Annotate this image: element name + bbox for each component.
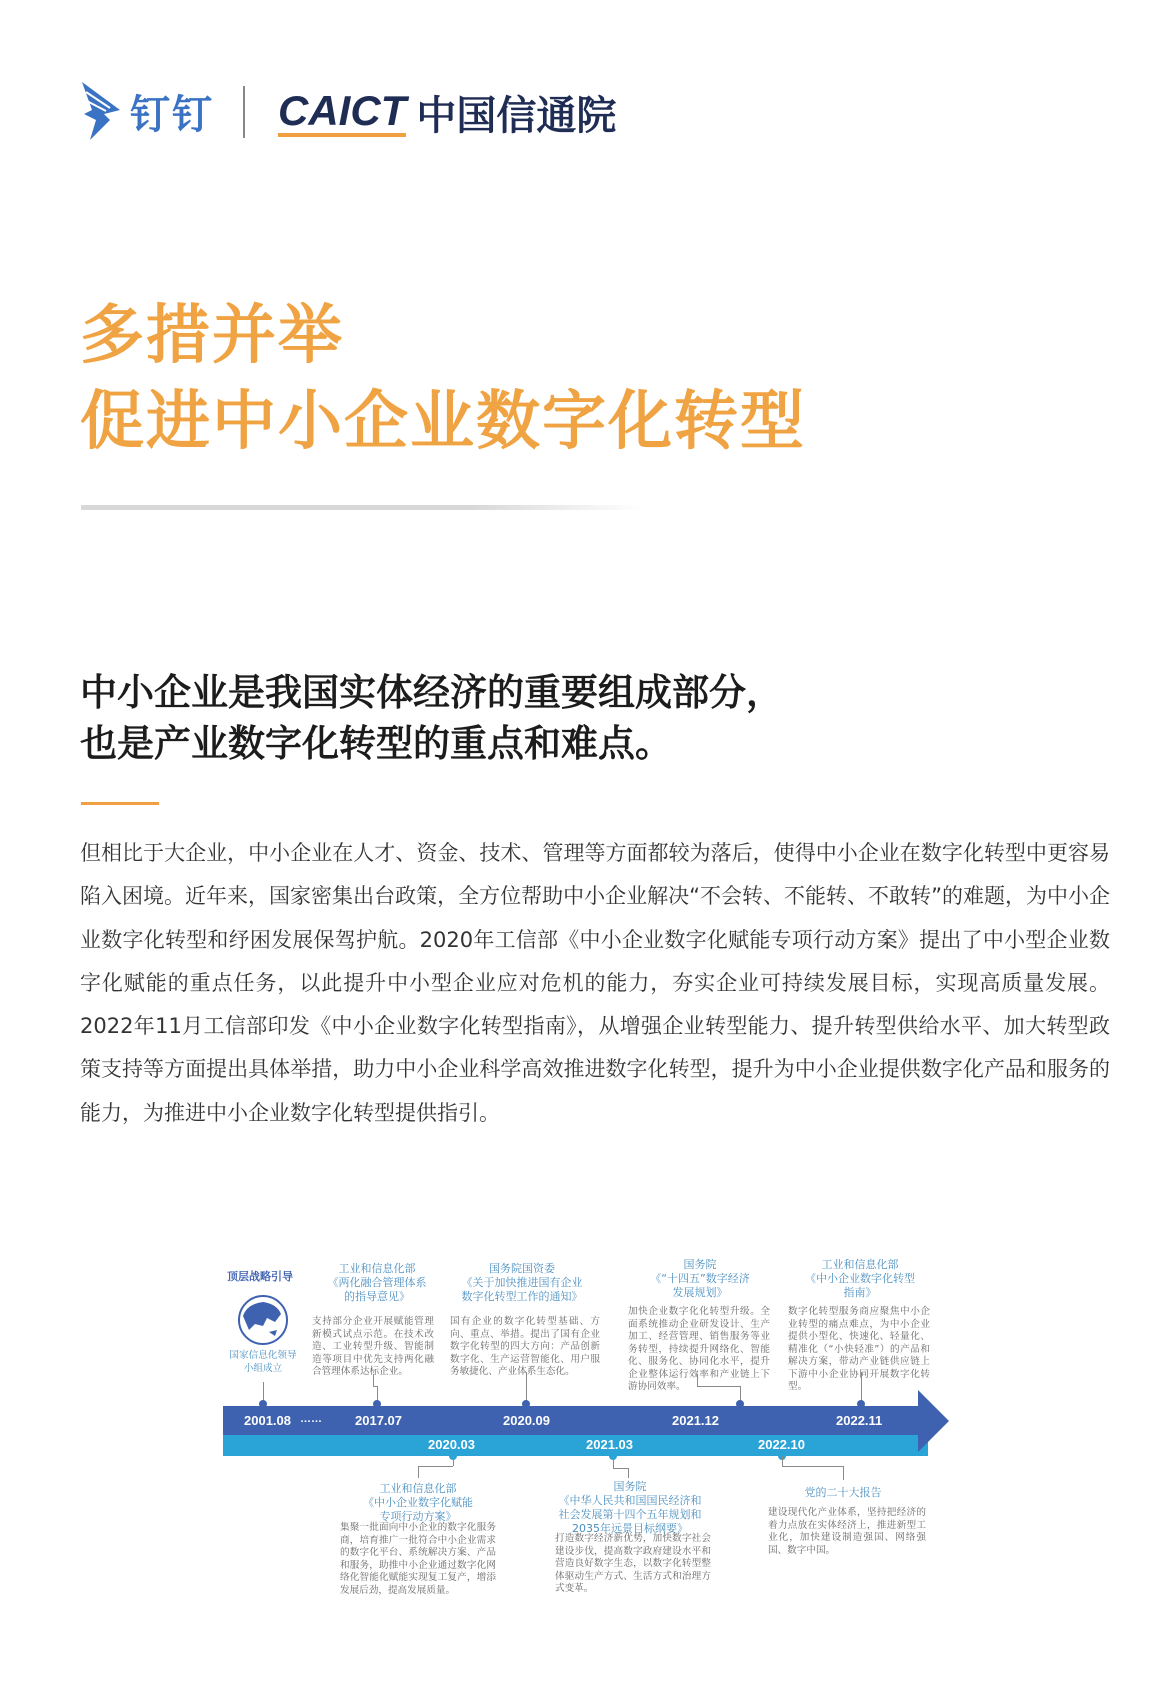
timeline-policy-desc: 数字化转型服务商应聚焦中小企业转型的痛点难点，为中小企业提供小型化、快速化、轻量化、精准化（“小快轻准”）的产品和解决方案，带动产业链供应链上下游中小企业协同开展数字化转型。 — [788, 1306, 930, 1392]
timeline-policy-desc: 国有企业的数字化转型基础、方向、重点、举措。提出了国有企业数字化转型的四大方向：产品创新数字化、生产运营智能化、用户服务敏捷化、产业体系生态化。 — [450, 1316, 600, 1377]
timeline-date: 2017.07 — [355, 1413, 402, 1428]
timeline-connector — [526, 1372, 527, 1402]
timeline-date: 2021.12 — [672, 1413, 719, 1428]
timeline-date: 2020.09 — [503, 1413, 550, 1428]
timeline-date: 2020.03 — [428, 1437, 475, 1452]
caict-logo — [278, 84, 616, 141]
page-title-line1: 多措并举 — [80, 299, 344, 373]
dingtalk-wordmark: 钉钉 — [130, 91, 214, 138]
timeline-policy-title: 工业和信息化部 《中小企业数字化转型 指南》 — [805, 1258, 915, 1299]
timeline-connector — [613, 1468, 628, 1469]
timeline-policy-title: 国务院 《“十四五”数字经济 发展规划》 — [650, 1258, 750, 1299]
accent-divider — [81, 802, 159, 805]
timeline-policy-title: 国务院国资委 《关于加快推进国有企业 数字化转型工作的通知》 — [461, 1262, 583, 1303]
timeline-arrow-icon — [918, 1390, 950, 1452]
timeline-connector — [418, 1466, 453, 1467]
timeline-connector — [453, 1456, 454, 1466]
timeline-node — [736, 1400, 744, 1408]
page-title-line2: 促进中小企业数字化转型 — [80, 385, 806, 459]
timeline-head: 顶层战略引导 — [227, 1270, 293, 1283]
timeline-node — [259, 1400, 267, 1408]
timeline-policy-title: 国务院 《中华人民共和国国民经济和 社会发展第十四个五年规划和 2035年远景目标纲要》 — [558, 1480, 702, 1535]
timeline-caption: 国家信息化领导小组成立 — [229, 1350, 297, 1374]
timeline-policy-desc: 集聚一批面向中小企业的数字化服务商，培育推广一批符合中小企业需求的数字化平台、系统解决方案、产品和服务，助推中小企业通过数字化网络化智能化赋能实现复工复产，增添发展后劲，提高发展质量。 — [340, 1522, 496, 1596]
globe-icon — [237, 1294, 289, 1346]
timeline-connector — [782, 1466, 843, 1467]
timeline-node — [373, 1400, 381, 1408]
timeline-node — [522, 1400, 530, 1408]
timeline-connector — [697, 1386, 740, 1387]
timeline-date: 2022.10 — [758, 1437, 805, 1452]
dingtalk-logo — [80, 80, 230, 142]
timeline-ellipsis: …… — [300, 1413, 322, 1425]
timeline-policy-desc: 加快企业数字化化转型升级。全面系统推动企业研发设计、生产加工、经营管理、销售服务等业务转型，持续提升网络化、智能化、服务化、协同化水平，提升企业整体运行效率和产业链上下游协同效率。 — [628, 1306, 770, 1392]
caict-chinese-name: 中国信通院 — [416, 93, 617, 139]
timeline-date: 2021.03 — [586, 1437, 633, 1452]
timeline-policy-title: 工业和信息化部 《两化融合管理体系 的指导意见》 — [327, 1262, 427, 1303]
timeline-connector — [418, 1466, 419, 1478]
timeline-date: 2001.08 — [244, 1413, 291, 1428]
subtitle-line1: 中小企业是我国实体经济的重要组成部分， — [80, 671, 783, 714]
timeline-connector — [697, 1374, 698, 1386]
timeline-bar-dark — [223, 1406, 928, 1435]
timeline-bar-light — [223, 1435, 928, 1456]
timeline-policy-desc: 支持部分企业开展赋能管理新模式试点示范。在技术改造、工业转型升级、智能制造等项目中优先支持两化融合管理体系达标企业。 — [312, 1316, 434, 1377]
timeline-connector — [373, 1374, 374, 1386]
timeline-connector — [782, 1456, 783, 1466]
caict-wordmark: CAICT — [278, 89, 406, 137]
title-divider — [81, 505, 641, 510]
timeline-date: 2022.11 — [836, 1413, 883, 1428]
timeline-policy-desc: 建设现代化产业体系，坚持把经济的着力点放在实体经济上，推进新型工业化，加快建设制造强国、网络强国、数字中国。 — [768, 1507, 926, 1556]
timeline-connector — [613, 1456, 614, 1468]
timeline-policy-title: 工业和信息化部 《中小企业数字化赋能 专项行动方案》 — [363, 1482, 473, 1523]
logo-divider — [243, 86, 245, 138]
timeline-connector — [843, 1466, 844, 1480]
body-paragraph: 但相比于大企业，中小企业在人才、资金、技术、管理等方面都较为落后，使得中小企业在数字化转型中更容易陷入困境。近年来，国家密集出台政策，全方位帮助中小企业解决“不会转、不能转、不敢转”的难题，为中小企业数字化转型和纾困发展保驾护航。2020年工信部《中小企业数字化赋能专项行动方案》提出了中小型企业数字化赋能的重点任务，以此提升中小型企业应对危机的能力，夯实企业可持续发展目标，实现高质量发展。2022年11月工信部印发《中小企业数字化转型指南》，从增强企业转型能力、提升转型供给水平、加大转型政策支持等方面提出具体举措，助力中小企业科学高效推进数字化转型，提升为中小企业提供数字化产品和服务的能力，为推进中小企业数字化转型提供指引。 — [80, 841, 1110, 1125]
timeline-connector — [628, 1468, 629, 1478]
timeline-connector — [861, 1372, 862, 1402]
dingtalk-wing-icon — [80, 80, 122, 142]
timeline-policy-title: 党的二十大报告 — [804, 1486, 882, 1499]
timeline-node — [857, 1400, 865, 1408]
subtitle-line2: 也是产业数字化转型的重点和难点。 — [80, 722, 672, 765]
timeline-policy-desc: 打造数字经济新优势，加快数字社会建设步伐，提高数字政府建设水平和营造良好数字生态，以数字化转型整体驱动生产方式、生活方式和治理方式变革。 — [555, 1533, 711, 1594]
